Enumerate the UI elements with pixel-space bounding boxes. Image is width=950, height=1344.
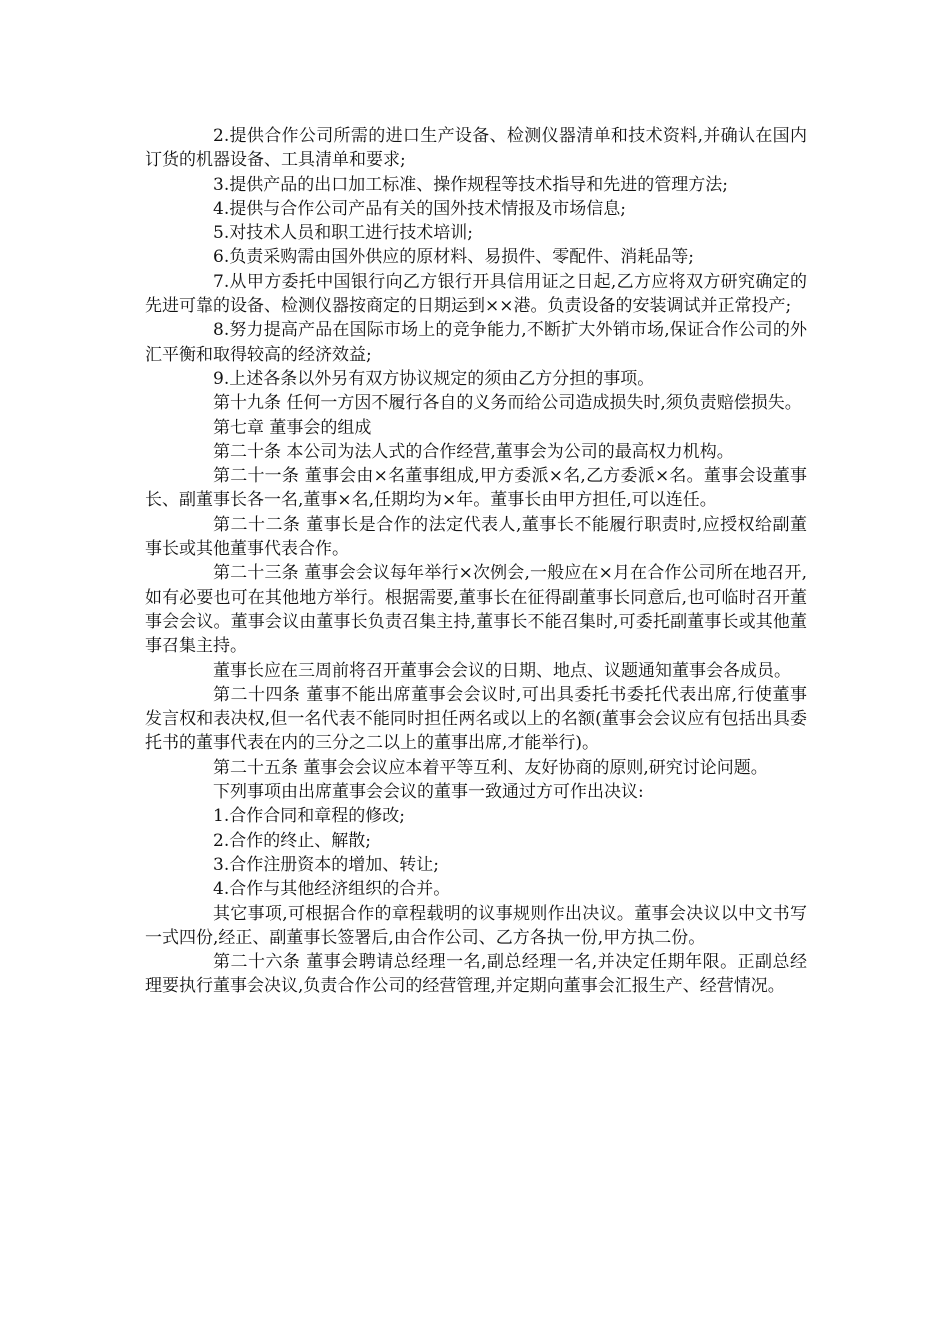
paragraph-item-5: 5.对技术人员和职工进行技术培训; <box>213 223 473 244</box>
article-24: 第二十四条 董事不能出席董事会会议时,可出具委托书委托代表出席,行使董事发言权和表决权,但一名代表不能同时担任两名或以上的名额(董事会会议应有包括出具委托书的董事代表在内的三分之二以上的董事出席,才能举行)。 <box>145 684 807 754</box>
article-22: 第二十二条 董事长是合作的法定代表人,董事长不能履行职责时,应授权给副董事长或其他董事代表合作。 <box>145 514 807 560</box>
article-19: 第十九条 任何一方因不履行各自的义务而给公司造成损失时,须负责赔偿损失。 <box>213 393 802 414</box>
article-21: 第二十一条 董事会由×名董事组成,甲方委派×名,乙方委派×名。董事会设董事长、副董事长各一名,董事×名,任期均为×年。董事长由甲方担任,可以连任。 <box>145 466 807 511</box>
article-20: 第二十条 本公司为法人式的合作经营,董事会为公司的最高权力机构。 <box>213 441 734 462</box>
other-matters: 其它事项,可根据合作的章程载明的议事规则作出决议。董事会决议以中文书写一式四份,经正、副董事长签署后,由合作公司、乙方各执一份,甲方执二份。 <box>145 903 807 948</box>
document-body <box>145 124 807 999</box>
paragraph-item-6: 6.负责采购需由国外供应的原材料、易损件、零配件、消耗品等; <box>213 247 694 268</box>
paragraph-item-3: 3.提供产品的出口加工标准、操作规程等技术指导和先进的管理方法; <box>213 174 728 195</box>
article-23: 第二十三条 董事会会议每年举行×次例会,一般应在×月在合作公司所在地召开,如有必要也可在其他地方举行。根据需要,董事长在征得副董事长同意后,也可临时召开董事会会议。董事会议由董事长负责召集主持,董事长不能召集时,可委托副董事长或其他董事召集主持。 <box>145 563 807 657</box>
unanimous-matters-intro: 下列事项由出席董事会会议的董事一致通过方可作出决议: <box>213 782 644 803</box>
paragraph-item-2: 2.提供合作公司所需的进口生产设备、检测仪器清单和技术资料,并确认在国内订货的机器设备、工具清单和要求; <box>145 126 807 171</box>
chapter-7-heading: 第七章 董事会的组成 <box>213 417 372 438</box>
matter-item-4: 4.合作与其他经济组织的合并。 <box>213 879 451 900</box>
paragraph-item-4: 4.提供与合作公司产品有关的国外技术情报及市场信息; <box>213 198 626 219</box>
article-23-notice: 董事长应在三周前将召开董事会会议的日期、地点、议题通知董事会各成员。 <box>213 660 791 681</box>
matter-item-2: 2.合作的终止、解散; <box>213 830 371 851</box>
article-26: 第二十六条 董事会聘请总经理一名,副总经理一名,并决定任期年限。正副总经理要执行董事会决议,负责合作公司的经营管理,并定期向董事会汇报生产、经营情况。 <box>145 952 807 997</box>
matter-item-1: 1.合作合同和章程的修改; <box>213 806 405 827</box>
paragraph-item-7: 7.从甲方委托中国银行向乙方银行开具信用证之日起,乙方应将双方研究确定的先进可靠的设备、检测仪器按商定的日期运到××港。负责设备的安装调试并正常投产; <box>145 271 807 317</box>
article-25: 第二十五条 董事会会议应本着平等互利、友好协商的原则,研究讨论问题。 <box>213 757 768 778</box>
paragraph-item-9: 9.上述各条以外另有双方协议规定的须由乙方分担的事项。 <box>213 368 655 389</box>
matter-item-3: 3.合作注册资本的增加、转让; <box>213 854 439 875</box>
paragraph-item-8: 8.努力提高产品在国际市场上的竞争能力,不断扩大外销市场,保证合作公司的外汇平衡和取得较高的经济效益; <box>145 320 807 365</box>
